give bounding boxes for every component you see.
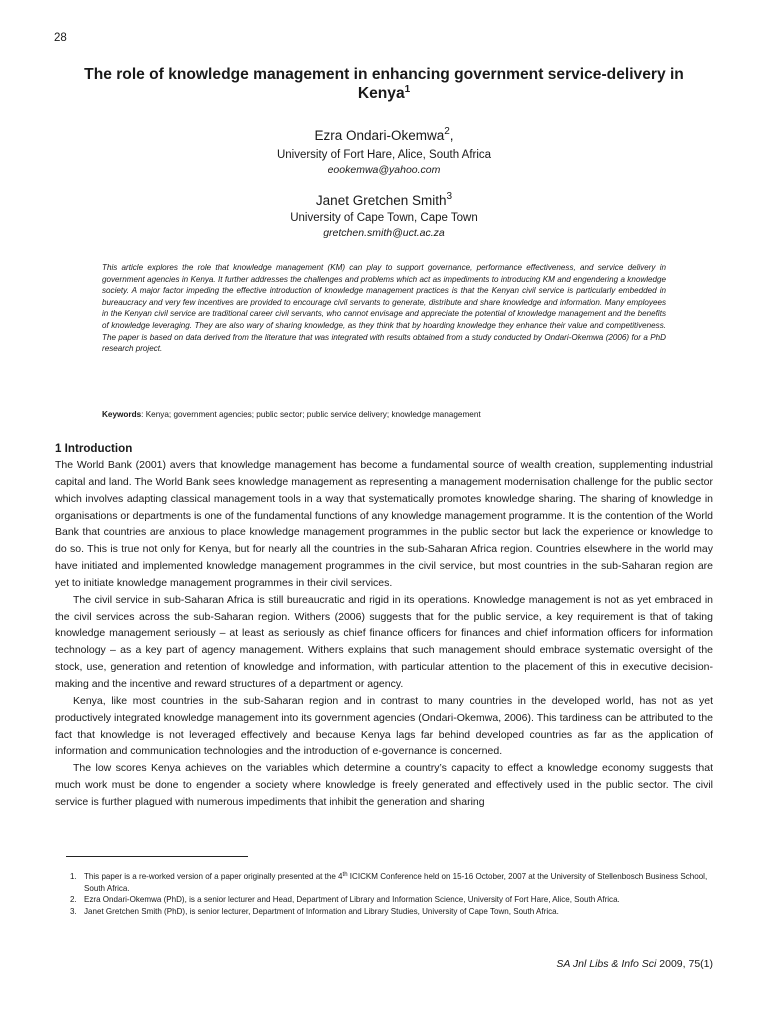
keywords <box>102 409 666 420</box>
body-paragraph: The World Bank (2001) avers that knowledge management has become a fundamental source of wealth creation, supplementing industrial capital and land. The World Bank sees knowledge management as representing a management modernisation challenge for the public sector which involves adapting classical management tools in a way that systematically promotes knowledge sharing. The sharing of knowledge in organisations or departments is one of the fundamental functions of any knowledge management programme. It is the contention of the World Bank that countries are anxious to place knowledge management programmes in the public sector but lack the experience or knowledge to do so. This is true not only for Kenya, but for nearly all the countries in the sub-Saharan Africa region. Countries elsewhere in the world may have initiated and implemented knowledge management programmes in the civil service, but most countries in the sub-Saharan region are yet to initiate knowledge management programmes in their civil services. <box>55 459 713 589</box>
author-block-2 <box>0 192 768 240</box>
author-footnote-marker: 2 <box>444 126 450 137</box>
footnote-number: 3. <box>70 907 77 917</box>
body-paragraph: Kenya, like most countries in the sub-Saharan region and in contrast to many countries in the developed world, has not as yet productively integrated knowledge management into its government agencies (Ondari-Okemwa, 2006). This tardiness can be attributed to the fact that knowledge is not leveraged effectively and because Kenya lags far behind developed countries as far as the application of information and communication technologies and the introduction of e-governance is concerned. <box>55 694 713 758</box>
footnotes <box>68 871 718 918</box>
author-footnote-marker: 3 <box>446 191 453 202</box>
journal-reference <box>556 958 713 970</box>
footnote-number: 1. <box>70 872 77 881</box>
footnote-divider <box>66 856 248 857</box>
journal-volume: 2009, 75(1) <box>656 958 713 970</box>
author-email: eookemwa@yahoo.com <box>327 164 441 176</box>
journal-name: SA Jnl Libs & Info Sci <box>556 958 657 970</box>
author-name <box>0 127 768 144</box>
body-paragraph: The low scores Kenya achieves on the variables which determine a country’s capacity to effect a knowledge economy suggests that much work must be done to engender a society where knowledge is freely generated and effectively used in the public sector. The civil service is further plagued with numerous impediments that inhibit the generation and sharing <box>55 762 713 808</box>
footnote-superscript: th <box>342 872 348 878</box>
author-name-text: Ezra Ondari-Okemwa <box>314 128 445 143</box>
author-name <box>0 192 768 209</box>
article-title <box>80 65 688 103</box>
footnote-text-continued: ICICKM Conference held on 15-16 October, 2007 at the University of Stellenbosch Business School, South Africa. <box>84 872 708 893</box>
footnote <box>68 906 718 918</box>
title-footnote-marker: 1 <box>404 84 411 95</box>
body-text <box>55 457 713 811</box>
author-name-suffix: , <box>449 128 454 143</box>
keywords-label: Keywords <box>102 410 142 419</box>
body-paragraph: The civil service in sub-Saharan Africa is still bureaucratic and rigid in its operations. Knowledge management is not as yet embraced in the civil services across the sub-Saharan region. Withers (2006) suggests that for the public service, a key requirement is that of taking knowledge management seriously – at least as seriously as chief finance officers for finances and chief information officers for information technology – as a key part of agency management. Withers explains that such management should embrace systematic oversight of the stock, use, generation and retention of knowledge and information, with particular attention to the placement of this in executive decision-making and the incentive and reward structures of a department or agency. <box>55 593 713 690</box>
author-affiliation: University of Cape Town, Cape Town <box>290 212 478 224</box>
author-name-text: Janet Gretchen Smith <box>315 193 447 208</box>
footnote-number: 2. <box>70 895 77 905</box>
author-affiliation: University of Fort Hare, Alice, South Africa <box>276 149 492 161</box>
footnote-text: Janet Gretchen Smith (PhD), is senior lecturer, Department of Information and Library Studies, University of Cape Town, South Africa. <box>84 907 559 917</box>
abstract: This article explores the role that knowledge management (KM) can play to support governance, performance effectiveness, and service delivery in government agencies in Kenya. It further addresses the challenges and problems which act as impediments to introducing KM and engendering a knowledge society. A major factor impeding the effective introduction of knowledge management practices is that the Kenyan civil service is particularly embedded in bureaucracy and very few incentives are provided to encourage civil servants to generate, distribute and share knowledge and information. Many employees in the Kenyan civil service are traditional career civil servants, who cannot envisage and appreciate the potential of knowledge management and the benefits of knowledge leveraging. They are also wary of sharing knowledge, as they think that by hoarding knowledge they enhance their value and competitiveness. The paper is based on data derived from the literature that was integrated with results obtained from a study conducted by Ondari-Okemwa (2006) for a PhD research project. <box>102 263 666 354</box>
footnote-text: Ezra Ondari-Okemwa (PhD), is a senior lecturer and Head, Department of Library and Information Science, University of Fort Hare, Alice, South Africa. <box>84 895 620 905</box>
section-heading: 1 Introduction <box>55 442 133 455</box>
keywords-list: : Kenya; government agencies; public sector; public service delivery; knowledge management <box>141 410 481 419</box>
page-number: 28 <box>54 32 67 44</box>
footnote <box>68 871 718 894</box>
footnote <box>68 894 718 906</box>
footnote-text: This paper is a re-worked version of a paper originally presented at the 4 <box>84 872 343 881</box>
author-email: gretchen.smith@uct.ac.za <box>323 227 445 239</box>
article-title-text: The role of knowledge management in enhancing government service-delivery in Kenya <box>84 66 684 102</box>
author-block-1 <box>0 127 768 177</box>
